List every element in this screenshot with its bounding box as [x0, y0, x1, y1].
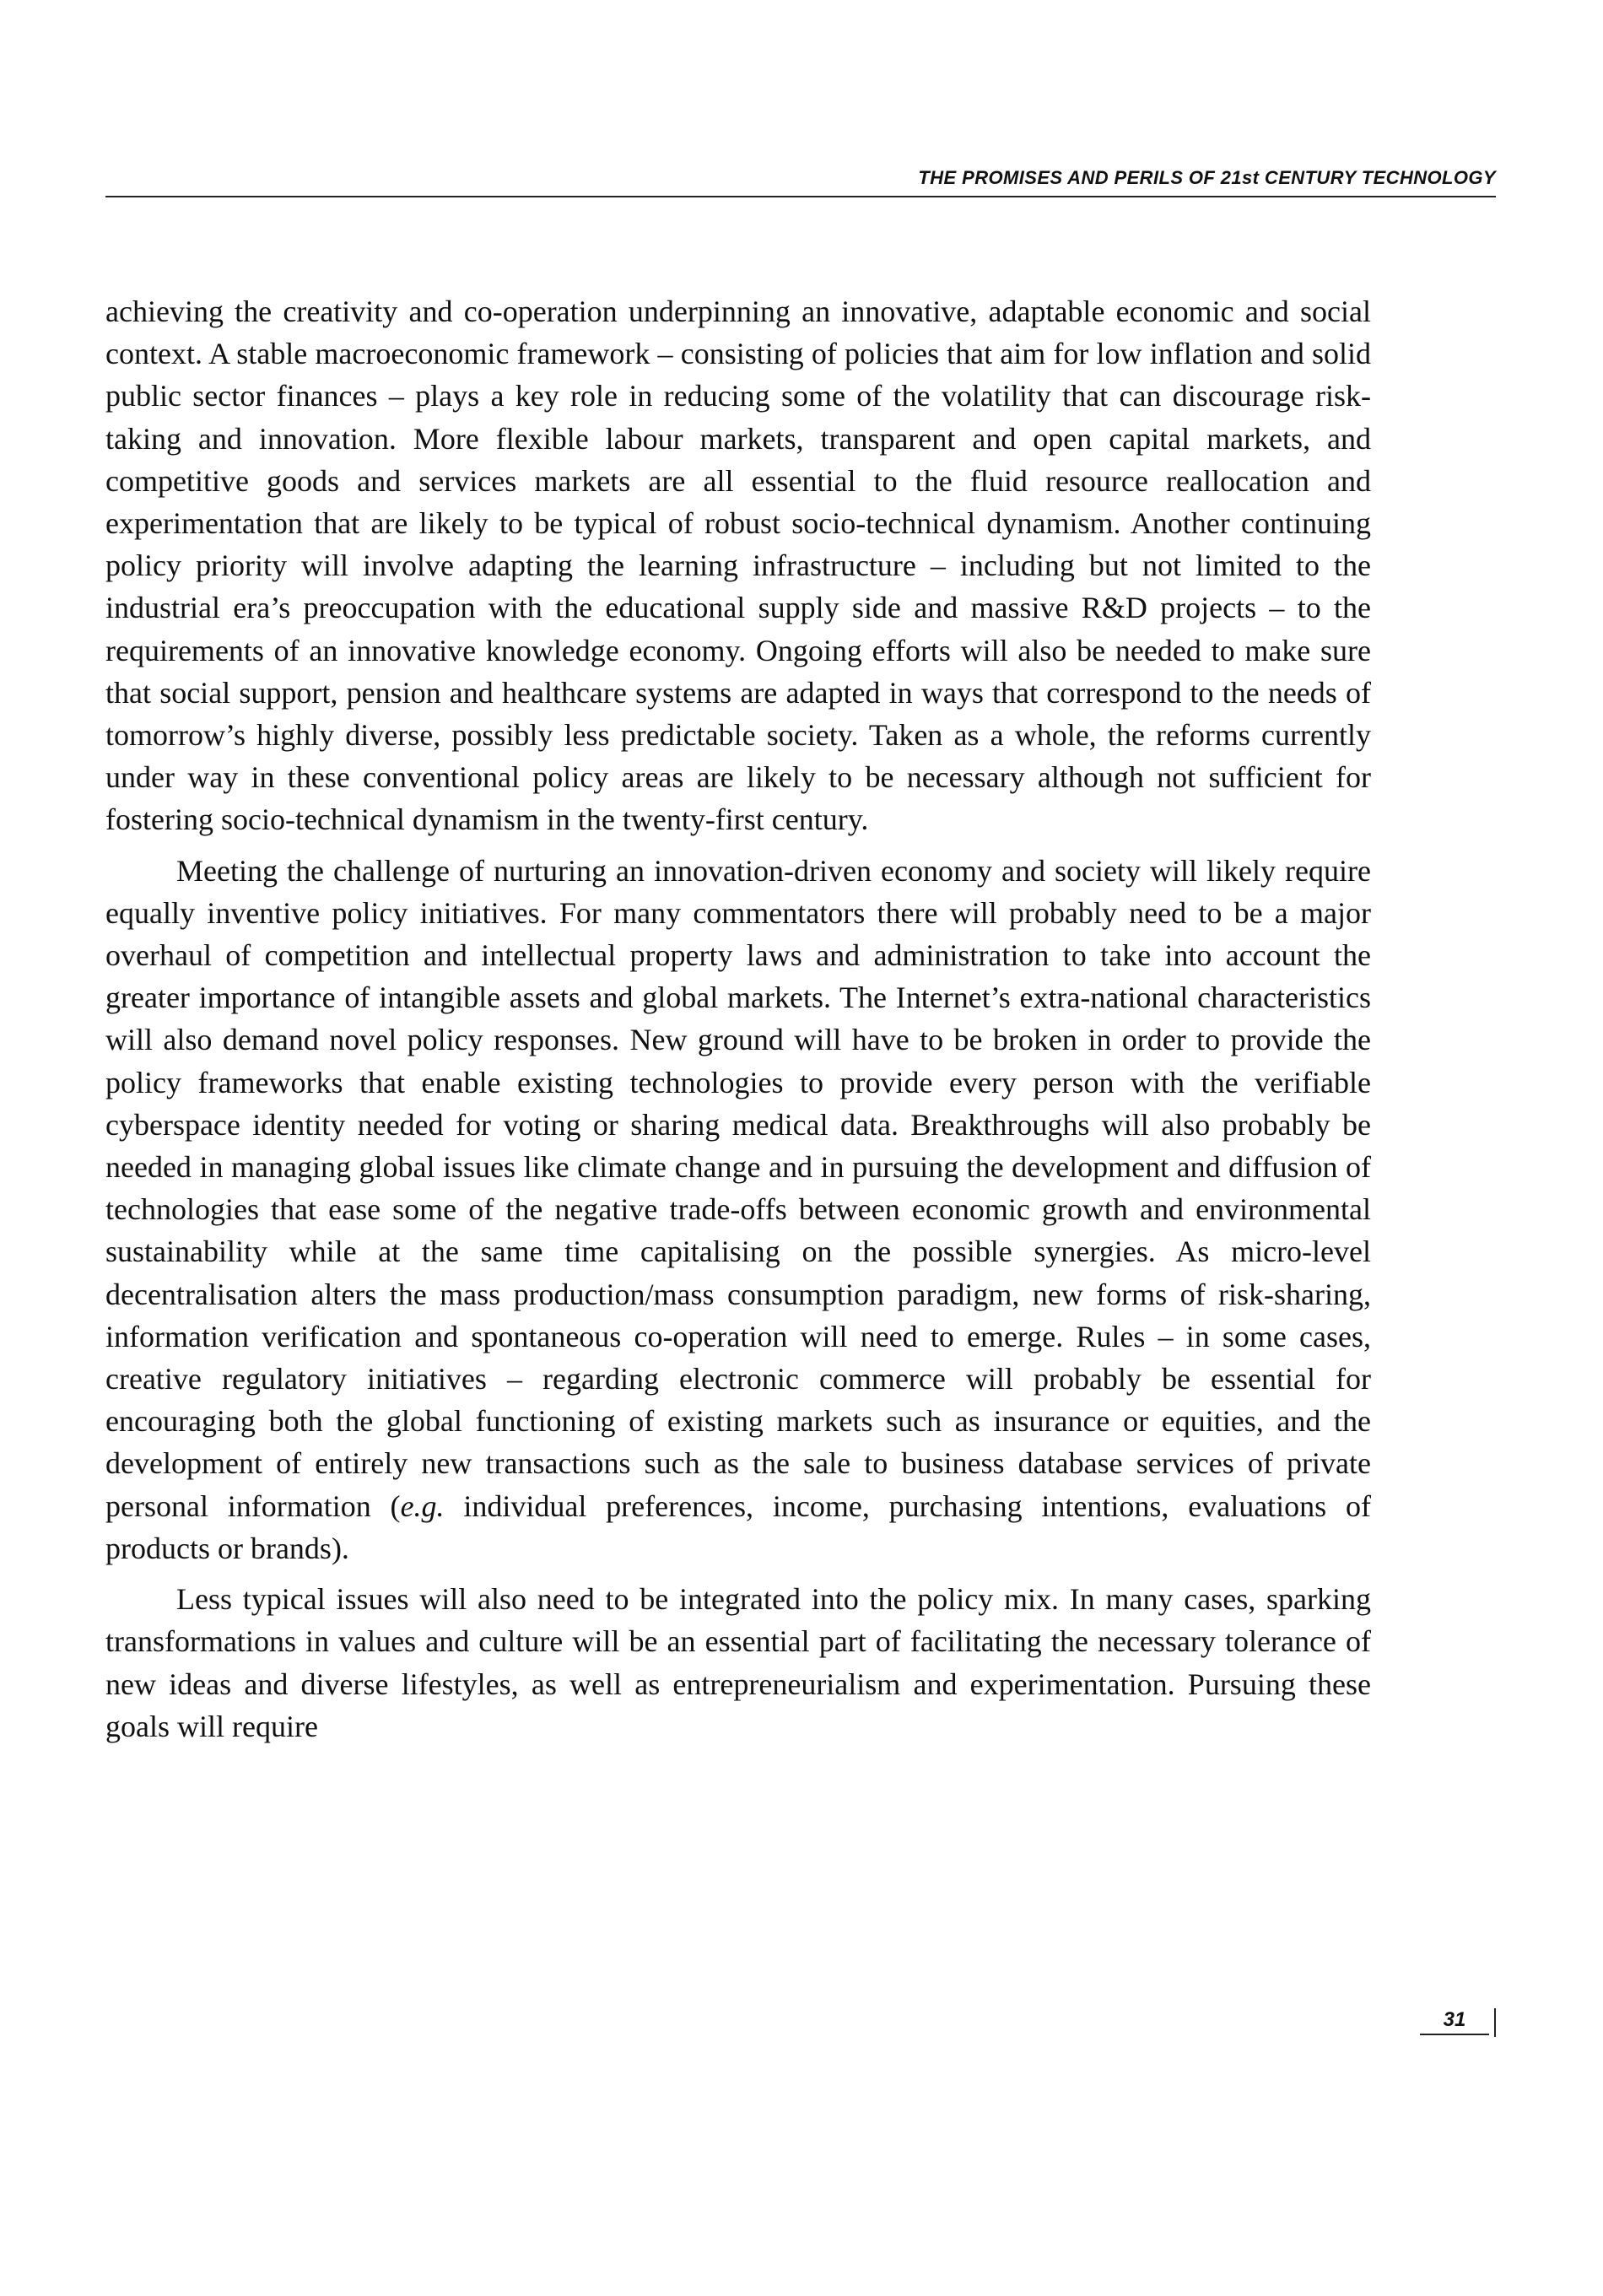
paragraph-2-text: Meeting the challenge of nurturing an innovation-driven economy and society will likely require equally inventive policy initiatives. For many commentators there will probably need to be a major overhaul of competition and intellectual property laws and administration to take into account the greater importance of intangible assets and global markets. The Internet’s extra-national characteristics will also demand novel policy responses. New ground will have to be broken in order to provide the policy frameworks that enable existing technologies to provide every person with the verifiable cyberspace identity needed for voting or sharing medical data. Breakthroughs will also probably be needed in managing global issues like climate change and in pursuing the development and diffusion of technologies that ease some of the negative trade-offs between economic growth and environmental sustainability while at the same time capitalising on the possible synergies. As micro-level decentralisation alters the mass production/mass consumption paradigm, new forms of risk-sharing, information verification and spontaneous co-operation will need to emerge. Rules – in some cases, creative regulatory initiatives – regarding electronic commerce will probably be essential for encouraging both the global functioning of existing markets such as insurance or equities, and the development of entirely new transactions such as the sale to business database services of private personal information (	[105, 853, 1371, 1523]
page-number-rule	[1494, 2008, 1496, 2037]
paragraph-2-eg: e.g.	[400, 1488, 445, 1523]
paragraph-1: achieving the creativity and co-operation underpinning an innovative, adaptable economic and social context. A stable macroeconomic framework – consisting of policies that aim for low inflation and solid public sector finances – plays a key role in reducing some of the volatility that can discourage risk-taking and innovation. More flexible labour markets, transparent and open capital markets, and competitive goods and services markets are all essential to the fluid resource reallocation and experimentation that are likely to be typical of robust socio-technical dynamism. Another continuing policy priority will involve adapting the learning infrastructure – including but not limited to the industrial era’s preoccupation with the educational supply side and massive R&D projects – to the requirements of an innovative knowledge economy. Ongoing efforts will also be needed to make sure that social support, pension and healthcare systems are adapted in ways that correspond to the needs of tomorrow’s highly diverse, possibly less predictable society. Taken as a whole, the reforms currently under way in these conventional policy areas are likely to be necessary although not sufficient for fostering socio-technical dynamism in the twenty-first century.	[105, 294, 1371, 837]
paragraph-2-text-end: individual preferences, income, purchasing intentions, evaluations of products or brands).	[105, 1488, 1371, 1565]
header-rule	[105, 196, 1496, 197]
running-header-title: THE PROMISES AND PERILS OF 21st CENTURY TECHNOLOGY	[918, 167, 1496, 188]
paragraph-2	[105, 850, 1371, 1569]
body-text	[105, 290, 1371, 1756]
paragraph-3: Less typical issues will also need to be integrated into the policy mix. In many cases, sparking transformations in values and culture will be an essential part of facilitating the necessary tolerance of new ideas and diverse lifestyles, as well as entrepreneurialism and experimentation. Pursuing these goals will require	[105, 1582, 1371, 1743]
page-number: 31	[1420, 2008, 1489, 2035]
